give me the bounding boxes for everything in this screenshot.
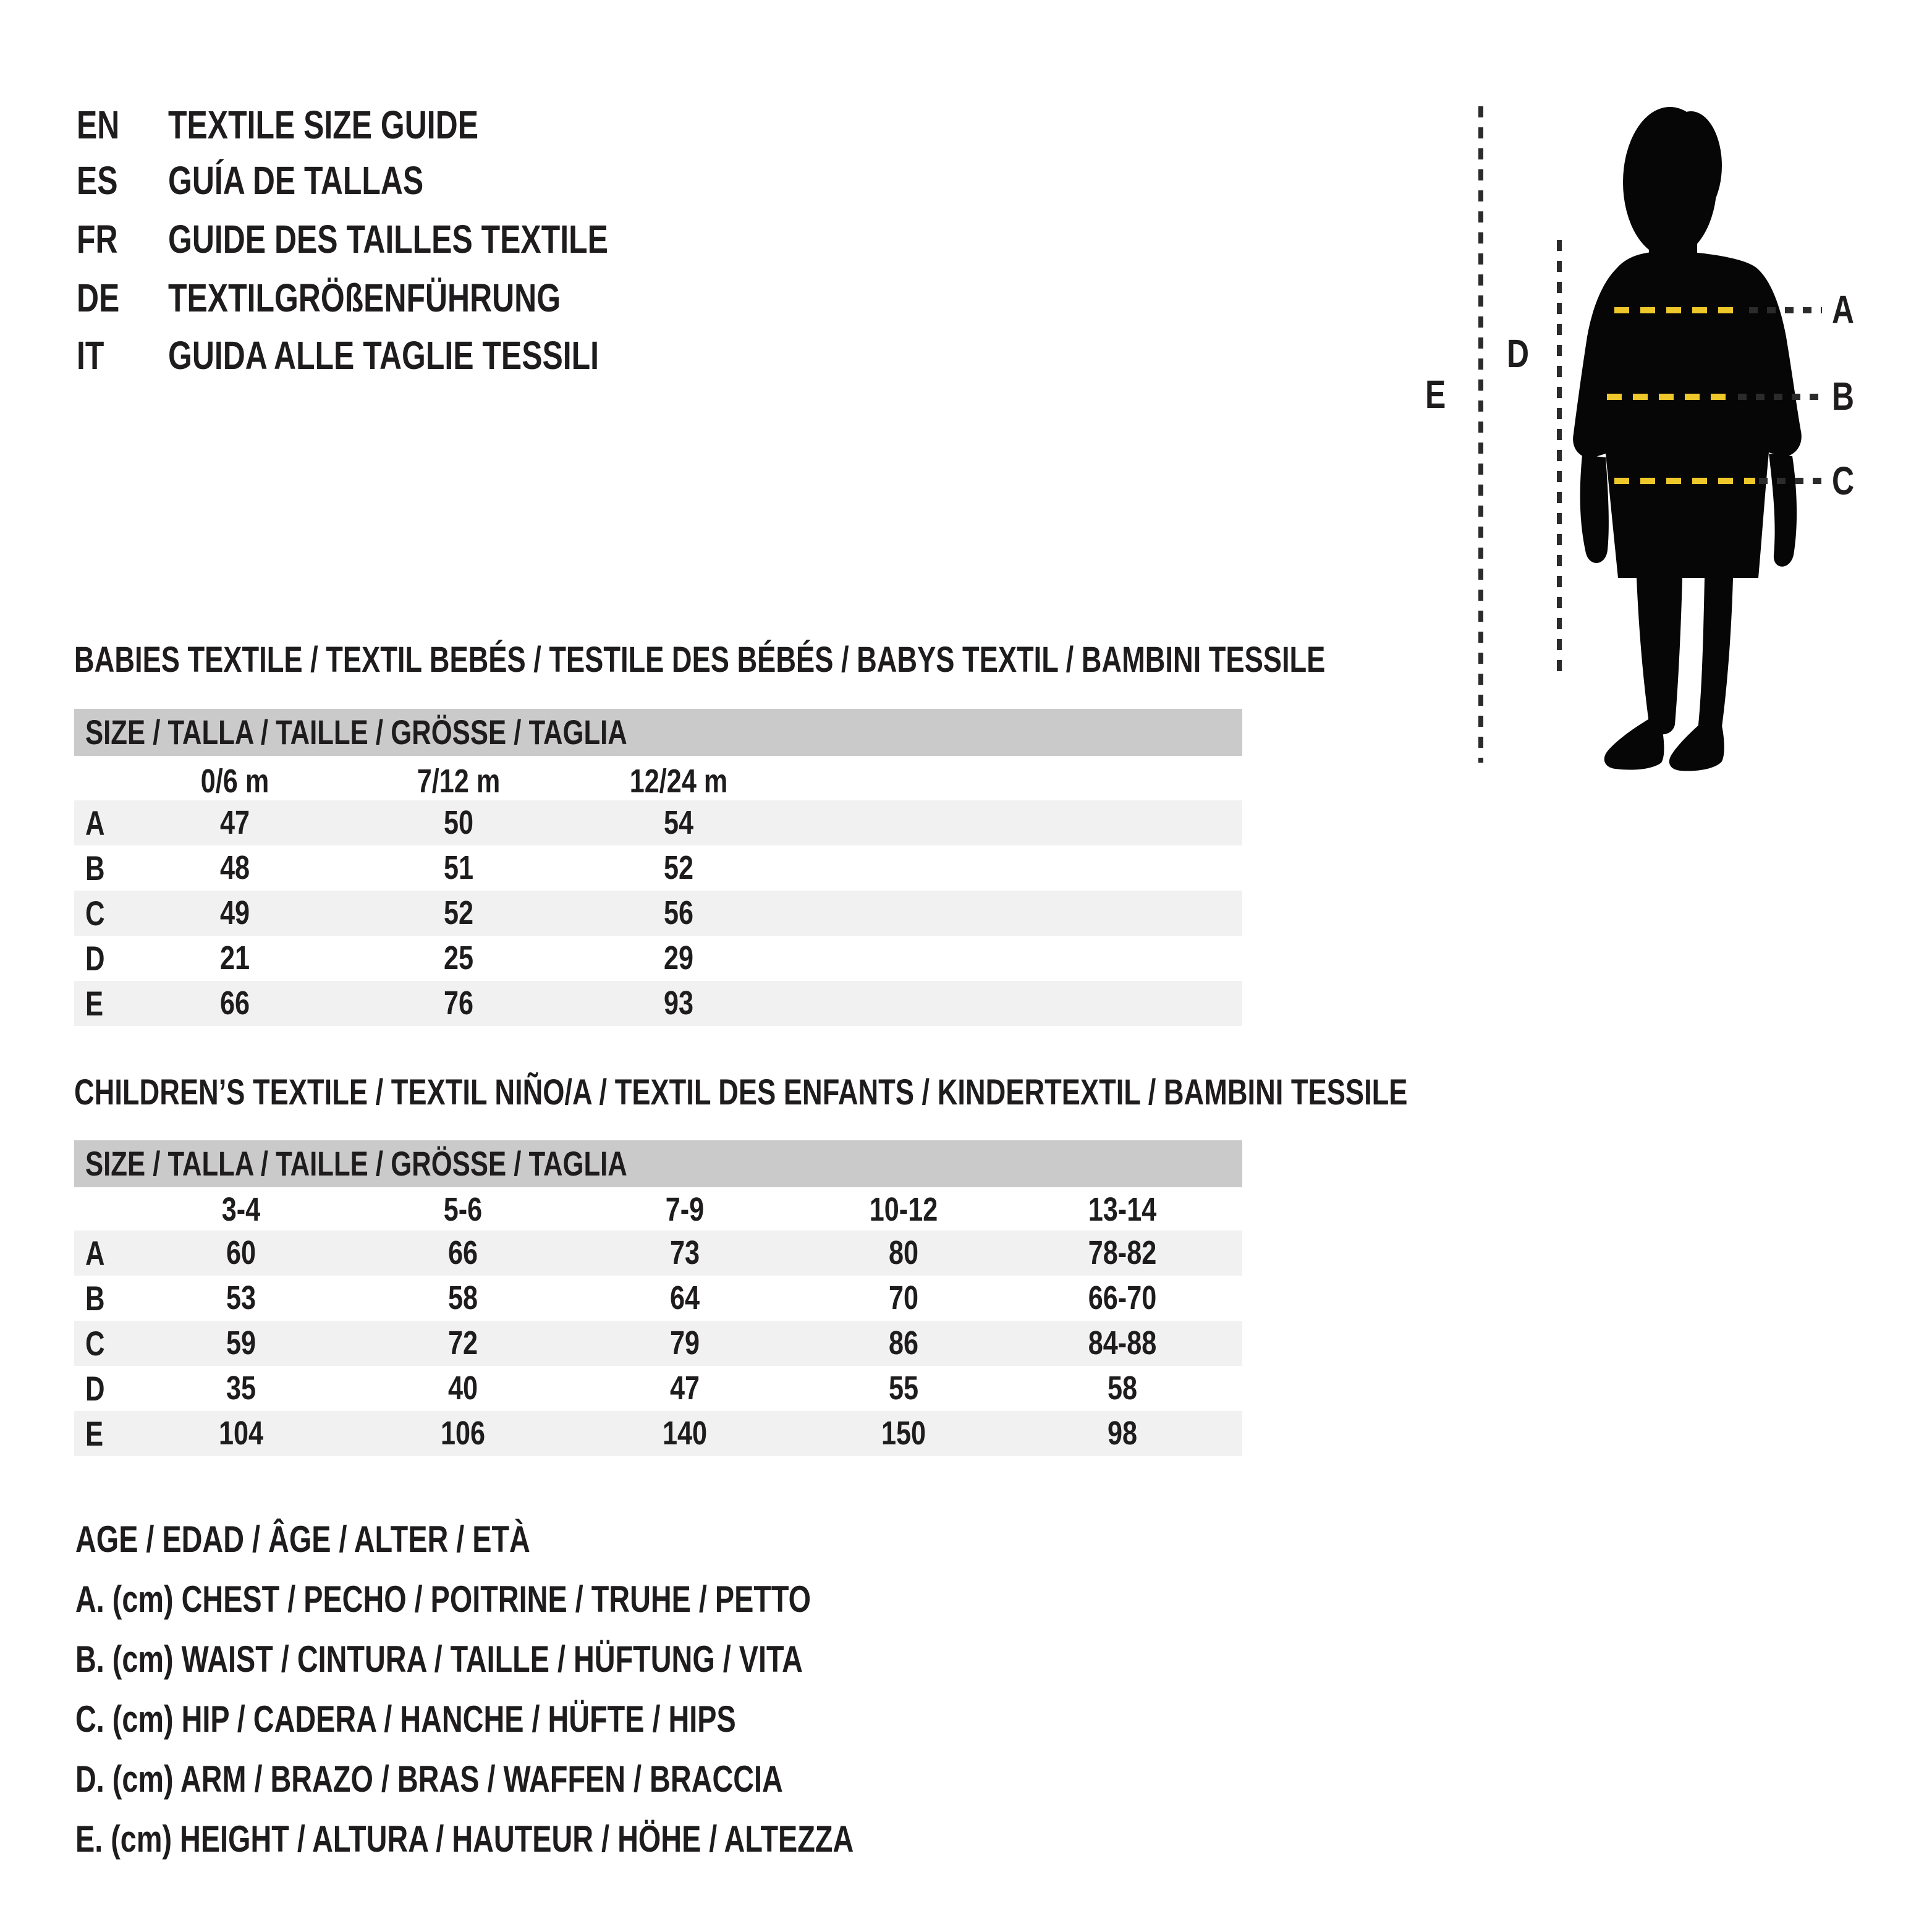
column-header: 0/6 m	[200, 763, 269, 800]
table-cell: 86	[888, 1324, 919, 1362]
row-label: A	[85, 1234, 105, 1273]
table-cell: 66	[219, 985, 250, 1022]
language-title: TEXTILE SIZE GUIDE	[168, 103, 479, 147]
legend-waist-line: B. (cm) WAIST / CINTURA / TAILLE / HÜFTUNG / VITA	[75, 1638, 803, 1680]
table-cell: 58	[447, 1279, 478, 1316]
table-cell: 66-70	[1088, 1279, 1157, 1316]
legend-age-line: AGE / EDAD / ÂGE / ALTER / ETÀ	[75, 1519, 530, 1560]
language-code: ES	[77, 158, 118, 203]
table-row	[74, 891, 1242, 936]
figure-label-b: B	[1832, 374, 1855, 418]
table-cell: 84-88	[1088, 1324, 1157, 1362]
table-cell: 73	[669, 1234, 700, 1271]
legend-arm-line: D. (cm) ARM / BRAZO / BRAS / WAFFEN / BRACCIA	[75, 1758, 783, 1800]
waist-leader-line-b	[1738, 394, 1822, 400]
row-label: D	[85, 939, 105, 978]
arm-measure-line-d	[1557, 240, 1562, 672]
table-cell: 78-82	[1088, 1234, 1157, 1271]
table-cell: 52	[443, 894, 474, 931]
table-row	[74, 1411, 1242, 1456]
hip-measure-line-c	[1614, 478, 1755, 484]
children-table	[74, 1231, 1242, 1456]
figure-label-d: D	[1507, 331, 1530, 376]
table-row	[74, 981, 1242, 1026]
table-cell: 55	[888, 1370, 919, 1407]
table-cell: 53	[226, 1279, 256, 1316]
row-label: C	[85, 894, 105, 933]
waist-measure-line-b	[1607, 394, 1734, 400]
table-cell: 21	[219, 939, 250, 977]
table-row	[74, 1276, 1242, 1321]
table-cell: 70	[888, 1279, 919, 1316]
children-section-heading: CHILDREN’S TEXTILE / TEXTIL NIÑO/A / TEXTIL DES ENFANTS / KINDERTEXTIL / BAMBINI TESSILE	[74, 1072, 1408, 1112]
table-cell: 47	[669, 1370, 700, 1407]
table-cell: 52	[663, 849, 694, 886]
table-cell: 150	[881, 1415, 926, 1452]
row-label: B	[85, 849, 105, 888]
row-label: B	[85, 1279, 105, 1318]
row-label: E	[85, 1414, 104, 1453]
table-row	[74, 1321, 1242, 1366]
language-title: GUIDA ALLE TAGLIE TESSILI	[168, 333, 600, 378]
language-code: IT	[77, 333, 104, 378]
table-row	[74, 800, 1242, 845]
column-header: 12/24 m	[629, 763, 728, 800]
row-label: D	[85, 1369, 105, 1408]
table-cell: 60	[226, 1234, 256, 1271]
table-cell: 93	[663, 985, 694, 1022]
legend-height-line: E. (cm) HEIGHT / ALTURA / HAUTEUR / HÖHE / ALTEZZA	[75, 1818, 854, 1860]
babies-table	[74, 800, 1242, 1026]
language-title: GUIDE DES TAILLES TEXTILE	[168, 217, 608, 261]
size-header-label: SIZE / TALLA / TAILLE / GRÖSSE / TAGLIA	[85, 1144, 627, 1183]
table-cell: 80	[888, 1234, 919, 1271]
table-cell: 59	[226, 1324, 256, 1362]
column-header: 7/12 m	[417, 763, 501, 800]
table-row	[74, 1231, 1242, 1276]
chest-measure-line-a	[1614, 307, 1742, 313]
table-cell: 106	[440, 1415, 486, 1452]
table-cell: 66	[447, 1234, 478, 1271]
table-cell: 50	[443, 804, 474, 841]
table-cell: 98	[1107, 1415, 1138, 1452]
table-row	[74, 845, 1242, 891]
hip-leader-line-c	[1759, 478, 1822, 484]
figure-label-c: C	[1832, 459, 1855, 503]
babies-size-header-bar	[74, 709, 1242, 756]
table-cell: 25	[443, 939, 474, 977]
table-cell: 35	[226, 1370, 256, 1407]
table-cell: 48	[219, 849, 250, 886]
chest-leader-line-a	[1749, 307, 1822, 313]
table-row	[74, 936, 1242, 981]
table-row	[74, 1366, 1242, 1411]
table-cell: 72	[447, 1324, 478, 1362]
legend-chest-line: A. (cm) CHEST / PECHO / POITRINE / TRUHE / PETTO	[75, 1578, 811, 1620]
language-code: DE	[77, 276, 120, 320]
column-header: 3-4	[221, 1191, 261, 1228]
babies-section-heading: BABIES TEXTILE / TEXTIL BEBÉS / TESTILE DES BÉBÉS / BABYS TEXTIL / BAMBINI TESSILE	[74, 640, 1326, 680]
language-title: GUÍA DE TALLAS	[168, 158, 424, 203]
column-header: 10-12	[869, 1191, 938, 1228]
table-cell: 56	[663, 894, 694, 931]
size-header-label: SIZE / TALLA / TAILLE / GRÖSSE / TAGLIA	[85, 713, 627, 752]
children-size-header-bar	[74, 1140, 1242, 1187]
table-cell: 54	[663, 804, 694, 841]
column-header: 7-9	[665, 1191, 705, 1228]
table-cell: 64	[669, 1279, 700, 1316]
table-cell: 51	[443, 849, 474, 886]
table-cell: 29	[663, 939, 694, 977]
legend-hip-line: C. (cm) HIP / CADERA / HANCHE / HÜFTE / HIPS	[75, 1698, 736, 1740]
table-cell: 79	[669, 1324, 700, 1362]
table-cell: 140	[662, 1415, 708, 1452]
column-header: 5-6	[443, 1191, 483, 1228]
row-label: C	[85, 1324, 105, 1363]
language-code: FR	[77, 217, 118, 261]
table-cell: 104	[218, 1415, 264, 1452]
table-cell: 76	[443, 985, 474, 1022]
figure-label-e: E	[1425, 372, 1446, 417]
figure-label-a: A	[1832, 287, 1855, 332]
table-cell: 40	[447, 1370, 478, 1407]
column-header: 13-14	[1088, 1191, 1157, 1228]
row-label: E	[85, 984, 104, 1023]
language-title: TEXTILGRÖßENFÜHRUNG	[168, 276, 561, 320]
table-cell: 47	[219, 804, 250, 841]
language-code: EN	[77, 103, 120, 147]
table-cell: 49	[219, 894, 250, 931]
table-cell: 58	[1107, 1370, 1138, 1407]
row-label: A	[85, 803, 105, 842]
